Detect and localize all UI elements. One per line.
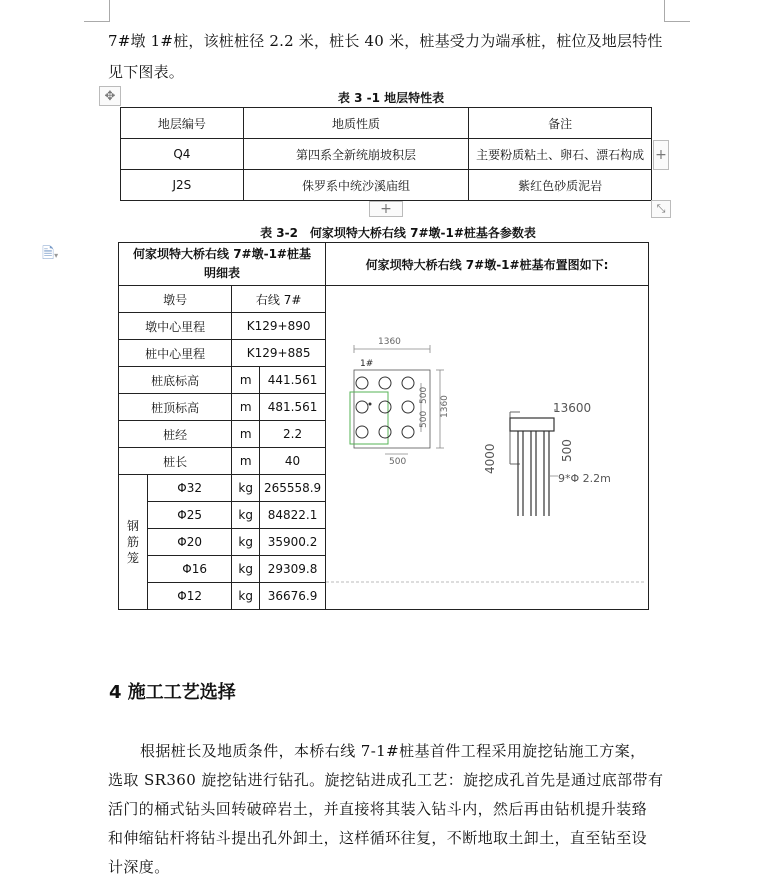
margin-corner-top-right [664, 0, 690, 22]
plan-spacing-a: 500 [419, 386, 430, 404]
param-label: 桩底标高 [119, 367, 232, 394]
paragraph-line: 活门的桶式钻头回转破碎岩土，并直接将其装入钻斗内，然后再由钻机提升装臵 [108, 800, 648, 818]
plan-pile-label: 1# [360, 359, 374, 369]
pile-layout-diagram [326, 286, 646, 606]
margin-corner-top-left [84, 0, 110, 22]
intro-line-2: 见下图表。 [108, 63, 185, 81]
pile-circle [402, 401, 414, 413]
section-heading: 4 施工工艺选择 [109, 682, 236, 703]
param-unit: m [232, 448, 260, 475]
pile-circle [402, 377, 414, 389]
pile-circle [356, 401, 368, 413]
param-value: 441.561 [260, 367, 326, 394]
pile-highlight-frame [350, 392, 388, 444]
param-value: K129+885 [232, 340, 326, 367]
param-unit: m [232, 394, 260, 421]
pile-circle [379, 401, 391, 413]
pile-cap-plan [354, 370, 430, 448]
strata-table [120, 107, 652, 201]
param-value: 40 [260, 448, 326, 475]
table1-header: 地层编号 [121, 108, 244, 139]
pile-circle [356, 426, 368, 438]
param-label: 桩中心里程 [119, 340, 232, 367]
elev-width-label: 13600 [553, 401, 592, 415]
pile-circle [379, 426, 391, 438]
document-icon[interactable]: 🗎▾ [42, 244, 59, 262]
elev-note-label: 9*Φ 2.2m [558, 472, 611, 485]
plan-spacing-b: 500 [419, 410, 430, 428]
paragraph-line: 选取 SR360 旋挖钻进行钻孔。旋挖钻进成孔工艺：旋挖成孔首先是通过底部带有 [108, 771, 664, 789]
elev-length-label: 4000 [483, 443, 498, 474]
rebar-value: 36676.9 [260, 583, 326, 610]
table1-cell: 侏罗系中统沙溪庙组 [243, 170, 469, 201]
rebar-diameter: Φ20 [147, 529, 231, 556]
param-label: 桩长 [119, 448, 232, 475]
table1-cell: 主要粉质粘土、卵石、漂石构成 [469, 139, 652, 170]
param-value: K129+890 [232, 313, 326, 340]
section-paragraph [108, 737, 678, 882]
table1-caption: 表 3 -1 地层特性表 [337, 91, 445, 105]
add-column-icon[interactable]: + [653, 140, 669, 170]
plan-spacing-c: 500 [389, 457, 407, 467]
paragraph-line: 根据桩长及地质条件，本桥右线 7-1#桩基首件工程采用旋挖钻施工方案， [140, 742, 646, 760]
rebar-unit: kg [232, 583, 260, 610]
table2-left-header: 何家坝特大桥右线 7#墩-1#桩基明细表 [119, 243, 326, 286]
param-unit: m [232, 421, 260, 448]
intro-line-1: 7#墩 1#桩，该桩桩径 2.2 米，桩长 40 米，桩基受力为端承桩，桩位及地层特性 [108, 32, 663, 50]
rebar-value: 84822.1 [260, 502, 326, 529]
param-unit: m [232, 367, 260, 394]
rebar-unit: kg [232, 556, 260, 583]
table2-caption: 表 3-2 何家坝特大桥右线 7#墩-1#桩基各参数表 [260, 226, 536, 240]
table2-right-header: 何家坝特大桥右线 7#墩-1#桩基布置图如下: [326, 243, 649, 286]
param-label: 墩号 [119, 286, 232, 313]
rebar-diameter: Φ32 [147, 475, 231, 502]
table1-header: 地质性质 [243, 108, 469, 139]
rebar-diameter: Φ16 [147, 556, 231, 583]
param-value: 右线 7# [232, 286, 326, 313]
pile-circle [356, 377, 368, 389]
param-label: 桩经 [119, 421, 232, 448]
param-label: 墩中心里程 [119, 313, 232, 340]
pile-parameter-table [118, 242, 649, 610]
param-label: 桩顶标高 [119, 394, 232, 421]
param-value: 2.2 [260, 421, 326, 448]
pile-circle [402, 426, 414, 438]
table1-header: 备注 [469, 108, 652, 139]
table1-cell: J2S [121, 170, 244, 201]
paragraph-line: 计深度。 [108, 858, 170, 876]
rebar-value: 35900.2 [260, 529, 326, 556]
rebar-value: 265558.9 [260, 475, 326, 502]
rebar-diameter: Φ12 [147, 583, 231, 610]
param-value: 481.561 [260, 394, 326, 421]
rebar-unit: kg [232, 502, 260, 529]
rebar-value: 29309.8 [260, 556, 326, 583]
pile-cap-elevation [510, 418, 554, 431]
resize-table-icon[interactable]: ⤡ [651, 200, 671, 218]
pile-circle [379, 377, 391, 389]
plan-height-label: 1360 [440, 395, 451, 418]
table1-cell: Q4 [121, 139, 244, 170]
plan-width-label: 1360 [378, 337, 401, 347]
rebar-unit: kg [232, 475, 260, 502]
table1-cell: 紫红色砂质泥岩 [469, 170, 652, 201]
rebar-diameter: Φ25 [147, 502, 231, 529]
rebar-unit: kg [232, 529, 260, 556]
table1-cell: 第四系全新统崩坡积层 [243, 139, 469, 170]
move-table-icon[interactable]: ✥ [99, 86, 121, 106]
pile-layout-diagram-cell [326, 286, 649, 610]
add-row-icon[interactable]: + [369, 201, 403, 217]
paragraph-line: 和伸缩钻杆将钻斗提出孔外卸土，这样循环往复，不断地取土卸土，直至钻至设 [108, 829, 648, 847]
elev-cap-label: 500 [560, 439, 575, 462]
rebar-cage-label: 钢筋笼 [119, 475, 148, 610]
